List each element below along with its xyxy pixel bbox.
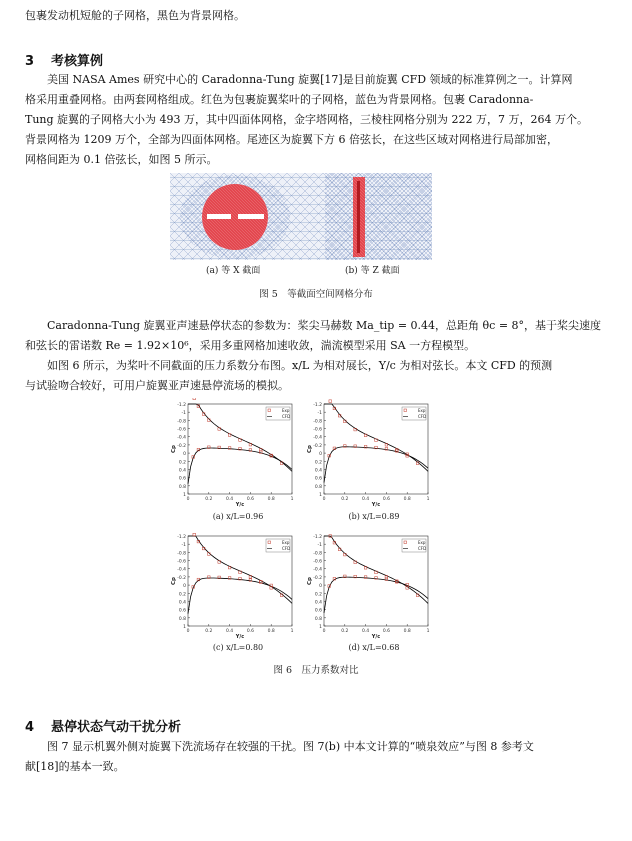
text-line: Caradonna-Tung 旋翼亚声速悬停状态的参数为：桨尖马赫数 Ma_tip = 0.44，总距角 θc = 8°，基于桨尖速度 [47,319,602,332]
y-tick-label: -0.4 [313,567,322,573]
y-tick-label: 1 [319,493,322,498]
y-tick-label: 0.6 [178,608,186,614]
top-paragraph [25,6,610,26]
exp-marker [329,400,332,403]
y-tick-label: -0.6 [177,559,186,565]
x-axis-label: Y/c [371,634,381,640]
y-axis-label: Cp [171,577,177,585]
y-tick-label: 0.2 [314,460,322,466]
text-line: 包裹发动机短舱的子网格，黑色为背景网格。 [25,9,245,22]
y-tick-label: -0.2 [177,575,186,581]
text-line: 和弦长的雷诺数 Re = 1.92×10⁶，采用多重网格加速收敛，湍流模型采用 SA 一方程模型。 [25,339,476,352]
x-tick-label: 0 [322,629,326,634]
legend-label-cfd: CFD [418,546,427,551]
x-axis-label: Y/c [235,502,245,508]
params-paragraph [25,316,610,396]
legend-label-cfd: CFD [282,546,291,551]
y-tick-label: -0.4 [313,435,322,441]
x-tick-label: 0.6 [246,629,254,634]
plot-label-a: (a) x/L=0.96 [212,512,264,521]
y-tick-label: -1.2 [177,535,186,540]
section-heading [25,716,181,735]
y-tick-label: 1 [319,625,322,630]
plot-label-b: (b) x/L=0.89 [348,512,400,521]
y-tick-label: 0.6 [314,608,322,614]
section4-paragraph [25,737,610,777]
y-tick-label: 0.8 [178,484,186,490]
legend-label-exp: Exp [418,408,426,413]
y-tick-label: -1.2 [177,403,186,408]
x-tick-label: 1 [290,629,294,634]
y-tick-label: -0.8 [177,419,186,425]
y-tick-label: 0 [183,452,186,458]
x-axis-label: Y/c [235,634,245,640]
y-tick-label: -1 [317,411,322,417]
y-tick-label: -0.6 [313,427,322,433]
x-tick-label: 0.6 [382,629,390,634]
y-tick-label: 0 [183,584,186,590]
x-tick-label: 0.8 [267,629,275,634]
x-tick-label: 0.2 [341,629,349,634]
y-tick-label: -0.8 [177,551,186,557]
x-tick-label: 0.8 [403,497,411,502]
y-axis-label: Cp [307,577,313,585]
cfd-lower-curve [188,578,292,614]
x-tick-label: 1 [426,497,430,502]
y-axis-label: Cp [307,445,313,453]
y-tick-label: 0 [319,584,322,590]
y-tick-label: 0.2 [178,592,186,598]
x-tick-label: 0.2 [341,497,349,502]
cfd-lower-curve [188,448,292,484]
y-tick-label: -1.2 [313,535,322,540]
figure5-sub-a: (a) 等 X 截面 [206,266,261,276]
y-tick-label: 1 [183,493,186,498]
legend-label-cfd: CFD [282,414,291,419]
x-tick-label: 0 [186,629,190,634]
y-tick-label: 0.6 [178,476,186,482]
figure5-sub-b: (b) 等 Z 截面 [345,266,400,276]
cp-plot-b [304,398,434,512]
x-tick-label: 0.2 [205,497,213,502]
x-axis-label: Y/c [371,502,381,508]
text-line: 美国 NASA Ames 研究中心的 Caradonna-Tung 旋翼[17]是目前旋翼 CFD 领域的标准算例之一。计算网 [47,73,573,86]
exp-marker [193,533,196,536]
section-title: 悬停状态气动干扰分析 [51,720,182,735]
section-number: 3 [25,54,35,69]
section-heading [25,50,103,69]
y-tick-label: -0.6 [313,559,322,565]
cp-plot-a [168,398,298,512]
cfd-lower-curve [324,447,428,483]
cfd-lower-curve [324,577,428,613]
text-line: 献[18]的基本一致。 [25,760,125,773]
y-tick-label: 0.2 [314,592,322,598]
y-tick-label: -1 [181,543,186,549]
x-tick-label: 0.4 [362,497,370,502]
y-tick-label: -0.2 [177,443,186,449]
y-tick-label: -0.4 [177,567,186,573]
cp-plot-d [304,530,434,644]
y-tick-label: -0.8 [313,419,322,425]
y-tick-label: -1 [181,411,186,417]
mesh-figure-a [170,173,432,260]
y-tick-label: 0 [319,452,322,458]
y-tick-label: 1 [183,625,186,630]
y-axis-label: Cp [171,445,177,453]
text-line: 格采用重叠网格。由两套网格组成。红色为包裹旋翼桨叶的子网格，蓝色为背景网格。包裹 Caradonna- [25,93,534,106]
y-tick-label: -0.6 [177,427,186,433]
legend-label-exp: Exp [282,408,290,413]
y-tick-label: 0.4 [178,468,186,474]
exp-marker [193,398,196,400]
y-tick-label: 0.4 [314,600,322,606]
y-tick-label: -1 [317,543,322,549]
y-tick-label: 0.8 [178,616,186,622]
x-tick-label: 0.4 [362,629,370,634]
legend-label-exp: Exp [418,540,426,545]
figure6-caption: 图 6 压力系数对比 [273,665,359,676]
plot-label-d: (d) x/L=0.68 [348,643,400,652]
y-tick-label: -0.2 [313,575,322,581]
x-tick-label: 0.2 [205,629,213,634]
text-line: 图 7 显示机翼外侧对旋翼下洗流场存在较强的干扰。图 7(b) 中本文计算的“喷泉效应”与图 8 参考文 [47,740,534,753]
x-tick-label: 0.8 [403,629,411,634]
y-tick-label: 0.2 [178,460,186,466]
x-tick-label: 0.4 [226,629,234,634]
x-tick-label: 0.4 [226,497,234,502]
section-number: 4 [25,720,35,735]
y-tick-label: 0.6 [314,476,322,482]
text-line: 与试验吻合较好，可用户旋翼亚声速悬停流场的模拟。 [25,379,289,392]
x-tick-label: 0 [186,497,190,502]
y-tick-label: -0.8 [313,551,322,557]
section3-paragraph [25,70,610,170]
y-tick-label: -0.4 [177,435,186,441]
x-tick-label: 0.6 [246,497,254,502]
y-tick-label: 0.8 [314,484,322,490]
x-tick-label: 0.6 [382,497,390,502]
text-line: 背景网格为 1209 万个，全部为四面体网格。尾迹区为旋翼下方 6 倍弦长，在这些区域对网格进行局部加密， [25,133,558,146]
y-tick-label: 0.4 [314,468,322,474]
figure5-caption: 图 5 等截面空间网格分布 [259,289,373,300]
text-line: 如图 6 所示，为桨叶不同截面的压力系数分布图。x/L 为相对展长，Y/c 为相对弦长。本文 CFD 的预测 [47,359,553,372]
legend-label-cfd: CFD [418,414,427,419]
text-line: 网格间距为 0.1 倍弦长，如图 5 所示。 [25,153,218,166]
y-tick-label: -0.2 [313,443,322,449]
legend-label-exp: Exp [282,540,290,545]
y-tick-label: 0.4 [178,600,186,606]
y-tick-label: 0.8 [314,616,322,622]
text-line: Tung 旋翼的子网格大小为 493 万，其中四面体网格，金字塔网格，三棱柱网格分别为 222 万，7 万，264 万个。 [25,113,589,126]
x-tick-label: 0 [322,497,326,502]
cp-plot-c [168,530,298,644]
x-tick-label: 0.8 [267,497,275,502]
x-tick-label: 1 [426,629,430,634]
y-tick-label: -1.2 [313,403,322,408]
x-tick-label: 1 [290,497,294,502]
plot-label-c: (c) x/L=0.80 [212,643,264,652]
section-title: 考核算例 [51,54,104,69]
